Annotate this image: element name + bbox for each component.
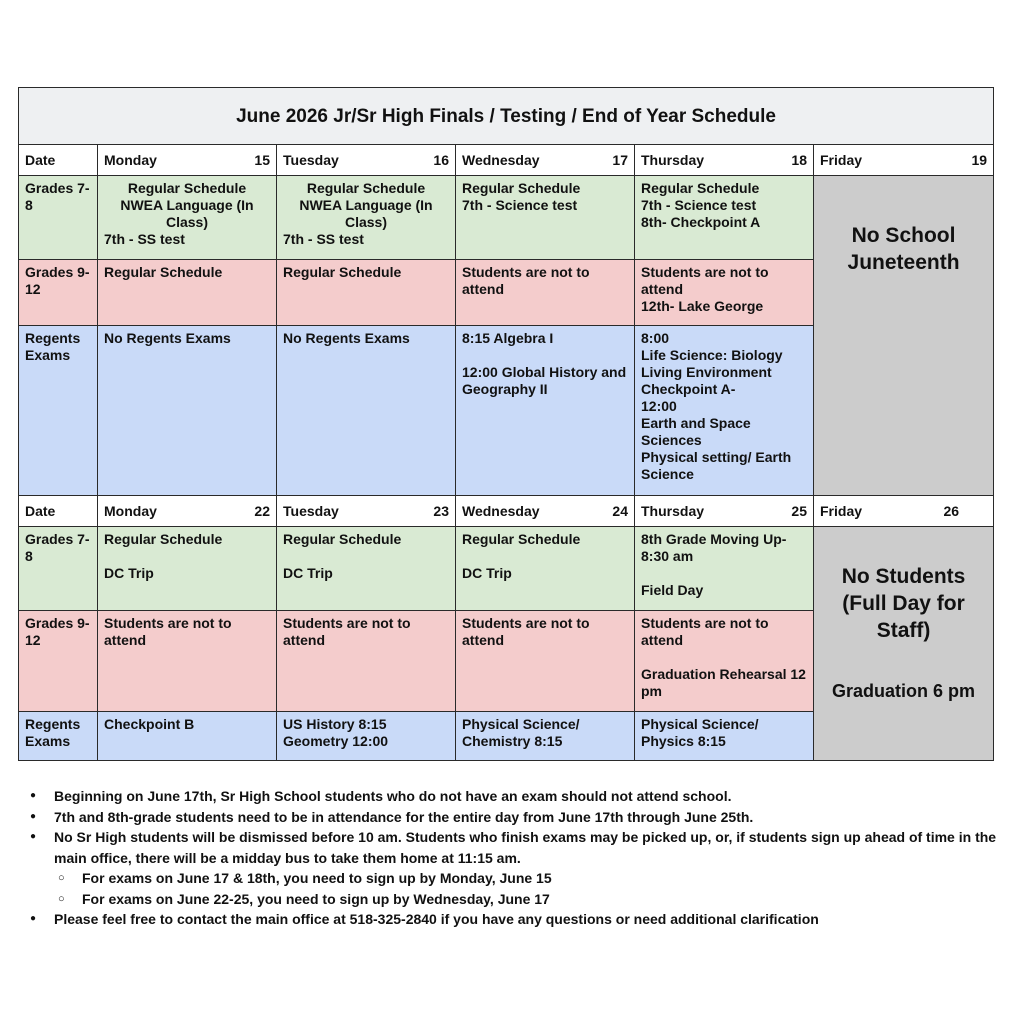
note-sub-bullet: ○ For exams on June 17 & 18th, you need to sign up by Monday, June 15 [82, 868, 1010, 889]
date-header: Date [19, 145, 98, 176]
schedule-cell: Students are not to attend [456, 260, 635, 326]
schedule-cell: Regular Schedule [98, 260, 277, 326]
schedule-cell: Students are not to attend Graduation Rehearsal 12 pm [635, 611, 814, 712]
schedule-cell: 8th Grade Moving Up- 8:30 am Field Day [635, 527, 814, 611]
note-bullet: ● Please feel free to contact the main office at 518-325-2840 if you have any questions or need additional clarification [54, 909, 1010, 930]
row-label: Regents Exams [19, 712, 98, 761]
day-header: Thursday 18 [635, 145, 814, 176]
schedule-cell: US History 8:15 Geometry 12:00 [277, 712, 456, 761]
day-header: Monday 15 [98, 145, 277, 176]
notes-section [30, 786, 1010, 930]
schedule-cell: Regular Schedule DC Trip [98, 527, 277, 611]
row-label: Grades 9-12 [19, 260, 98, 326]
friday-no-school-cell: No School Juneteenth [814, 176, 994, 496]
day-header: Thursday 25 [635, 496, 814, 527]
schedule-cell: Regular Schedule 7th - Science test [456, 176, 635, 260]
day-header: Wednesday 17 [456, 145, 635, 176]
schedule-cell: 8:00 Life Science: Biology Living Environment Checkpoint A- 12:00 Earth and Space Sciences Physical setting/ Earth Science [635, 326, 814, 496]
schedule-cell: Regular Schedule NWEA Language (In Class) 7th - SS test [277, 176, 456, 260]
schedule-cell: Checkpoint B [98, 712, 277, 761]
note-bullet: ● 7th and 8th-grade students need to be in attendance for the entire day from June 17th through June 25th. [54, 807, 1010, 828]
schedule-cell: Regular Schedule 7th - Science test 8th- Checkpoint A [635, 176, 814, 260]
schedule-cell: No Regents Exams [98, 326, 277, 496]
day-header: Friday 26 [814, 496, 994, 527]
schedule-cell: 8:15 Algebra I 12:00 Global History and Geography II [456, 326, 635, 496]
friday-staff-day-cell: No Students (Full Day for Staff) Graduation 6 pm [814, 527, 994, 761]
week2-grades-7-8-row [19, 527, 994, 611]
schedule-title: June 2026 Jr/Sr High Finals / Testing / End of Year Schedule [19, 88, 994, 145]
schedule-cell: Regular Schedule [277, 260, 456, 326]
row-label: Grades 9-12 [19, 611, 98, 712]
schedule-cell: Physical Science/ Chemistry 8:15 [456, 712, 635, 761]
row-label: Grades 7-8 [19, 176, 98, 260]
schedule-cell: Regular Schedule NWEA Language (In Class) 7th - SS test [98, 176, 277, 260]
week1-grades-7-8-row [19, 176, 994, 260]
week2-header-row [19, 496, 994, 527]
row-label: Regents Exams [19, 326, 98, 496]
schedule-cell: Students are not to attend [456, 611, 635, 712]
note-sub-bullet: ○ For exams on June 22-25, you need to sign up by Wednesday, June 17 [82, 889, 1010, 910]
schedule-cell: No Regents Exams [277, 326, 456, 496]
schedule-cell: Physical Science/ Physics 8:15 [635, 712, 814, 761]
schedule-cell: Regular Schedule DC Trip [456, 527, 635, 611]
day-header: Wednesday 24 [456, 496, 635, 527]
day-header: Tuesday 16 [277, 145, 456, 176]
date-header: Date [19, 496, 98, 527]
note-bullet: ● No Sr High students will be dismissed before 10 am. Students who finish exams may be picked up, or, if students sign up ahead of time in the main office, there will be a midday bus to take them home at 11:15 am. [54, 827, 1010, 868]
row-label: Grades 7-8 [19, 527, 98, 611]
week1-header-row [19, 145, 994, 176]
note-bullet: ● Beginning on June 17th, Sr High School students who do not have an exam should not attend school. [54, 786, 1010, 807]
day-header: Friday 19 [814, 145, 994, 176]
schedule-cell: Regular Schedule DC Trip [277, 527, 456, 611]
day-header: Monday 22 [98, 496, 277, 527]
schedule-cell: Students are not to attend [277, 611, 456, 712]
schedule-cell: Students are not to attend [98, 611, 277, 712]
schedule-table [18, 87, 994, 761]
day-header: Tuesday 23 [277, 496, 456, 527]
schedule-cell: Students are not to attend 12th- Lake George [635, 260, 814, 326]
